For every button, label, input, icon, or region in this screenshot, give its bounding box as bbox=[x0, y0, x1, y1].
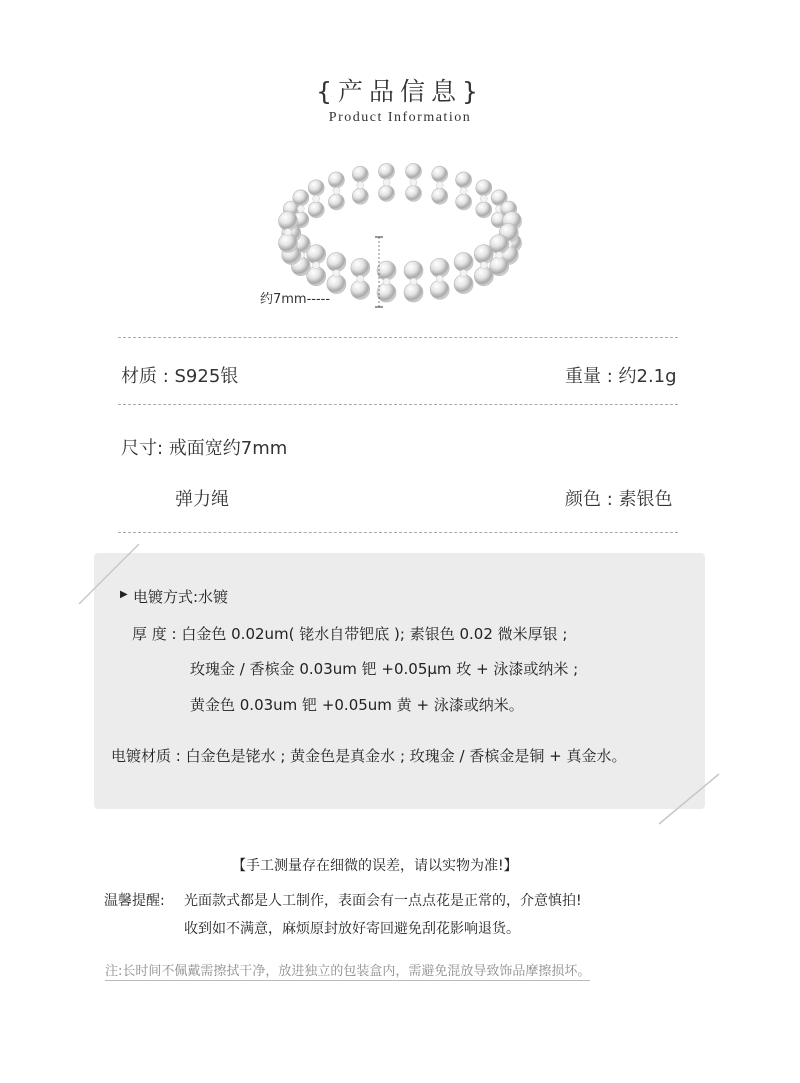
silver-bead bbox=[474, 245, 493, 264]
silver-bead bbox=[351, 280, 370, 299]
silver-bead bbox=[308, 202, 324, 218]
spacer-bead bbox=[410, 278, 417, 285]
spacer-bead bbox=[436, 182, 443, 189]
care-footnote: 注:长时间不佩戴需擦拭干净，放进独立的包装盒内，需避免混放导致饰品摩擦损坏。 bbox=[105, 960, 590, 981]
spacer-bead bbox=[297, 205, 304, 212]
spacer-bead bbox=[313, 195, 320, 202]
plating-method: 电镀方式:水镀 bbox=[133, 588, 229, 606]
plating-material: 电镀材质 : 白金色是铑水 ; 黄金色是真金水 ; 玫瑰金 / 香槟金是铜 + 真金水。 bbox=[111, 747, 627, 765]
silver-bead bbox=[404, 261, 423, 280]
silver-bead bbox=[379, 185, 395, 201]
silver-bead bbox=[279, 212, 298, 231]
spacer-bead bbox=[313, 262, 320, 269]
silver-bead bbox=[328, 194, 344, 210]
section-subtitle: Product Information bbox=[328, 110, 472, 125]
spacer-bead bbox=[357, 275, 364, 282]
spacer-bead bbox=[460, 187, 467, 194]
spacer-bead bbox=[333, 270, 340, 277]
spacer-bead bbox=[333, 187, 340, 194]
spacer-bead bbox=[285, 229, 292, 236]
silver-bead bbox=[406, 163, 422, 179]
silver-bead bbox=[454, 275, 473, 294]
silver-bead bbox=[352, 166, 368, 182]
silver-bead bbox=[432, 188, 448, 204]
divider bbox=[118, 532, 678, 533]
silver-bead bbox=[456, 172, 472, 188]
silver-bead bbox=[351, 258, 370, 277]
silver-bead bbox=[308, 180, 324, 196]
silver-bead bbox=[430, 258, 449, 277]
divider bbox=[118, 404, 678, 405]
box-corner-decoration bbox=[655, 770, 725, 830]
silver-bead bbox=[328, 172, 344, 188]
spacer-bead bbox=[410, 179, 417, 186]
silver-bead bbox=[379, 163, 395, 179]
spacer-bead bbox=[480, 195, 487, 202]
silver-bead bbox=[430, 280, 449, 299]
spacer-bead bbox=[480, 262, 487, 269]
plating-thickness-line1: 厚 度 : 白金色 0.02um( 铑水自带钯底 ); 素银色 0.02 微米厚银 ; bbox=[132, 625, 568, 643]
silver-bead bbox=[377, 261, 396, 280]
spacer-bead bbox=[460, 270, 467, 277]
section-title: {产品信息} bbox=[316, 77, 484, 106]
divider bbox=[118, 337, 678, 338]
tip-line2: 收到如不满意，麻烦原封放好寄回避免刮花影响退货。 bbox=[184, 921, 520, 937]
silver-bead bbox=[293, 190, 309, 206]
weight-spec: 重量 : 约2.1g bbox=[565, 366, 677, 387]
plating-thickness-line3: 黄金色 0.03um 钯 +0.05um 黄 + 泳漆或纳米。 bbox=[190, 696, 524, 714]
spacer-bead bbox=[383, 278, 390, 285]
silver-bead bbox=[454, 253, 473, 272]
silver-bead bbox=[474, 267, 493, 286]
silver-bead bbox=[327, 253, 346, 272]
measurement-note: 【手工测量存在细微的误差，请以实物为准!】 bbox=[232, 858, 518, 874]
size-spec: 尺寸: 戒面宽约7mm bbox=[121, 438, 288, 459]
spacer-bead bbox=[383, 179, 390, 186]
silver-bead bbox=[404, 283, 423, 302]
color-spec: 颜色 : 素银色 bbox=[565, 489, 673, 510]
silver-bead bbox=[377, 283, 396, 302]
dimension-label: 约7mm----- bbox=[260, 292, 331, 307]
silver-bead bbox=[456, 194, 472, 210]
silver-bead bbox=[352, 188, 368, 204]
bullet-triangle-icon: ▶ bbox=[120, 589, 128, 600]
spacer-bead bbox=[436, 275, 443, 282]
material-spec: 材质 : S925银 bbox=[121, 366, 239, 387]
spacer-bead bbox=[357, 182, 364, 189]
silver-bead bbox=[476, 202, 492, 218]
silver-bead bbox=[476, 180, 492, 196]
silver-bead bbox=[432, 166, 448, 182]
silver-bead bbox=[279, 234, 298, 253]
spacer-bead bbox=[496, 252, 503, 259]
band-spec: 弹力绳 bbox=[175, 489, 229, 510]
plating-thickness-line2: 玫瑰金 / 香槟金 0.03um 钯 +0.05μm 玫 + 泳漆或纳米 ; bbox=[190, 660, 579, 678]
silver-bead bbox=[406, 185, 422, 201]
ring-back-beads bbox=[283, 163, 516, 239]
tip-label: 温馨提醒: bbox=[104, 893, 165, 909]
tip-line1: 光面款式都是人工制作，表面会有一点点花是正常的，介意慎拍! bbox=[184, 893, 582, 909]
